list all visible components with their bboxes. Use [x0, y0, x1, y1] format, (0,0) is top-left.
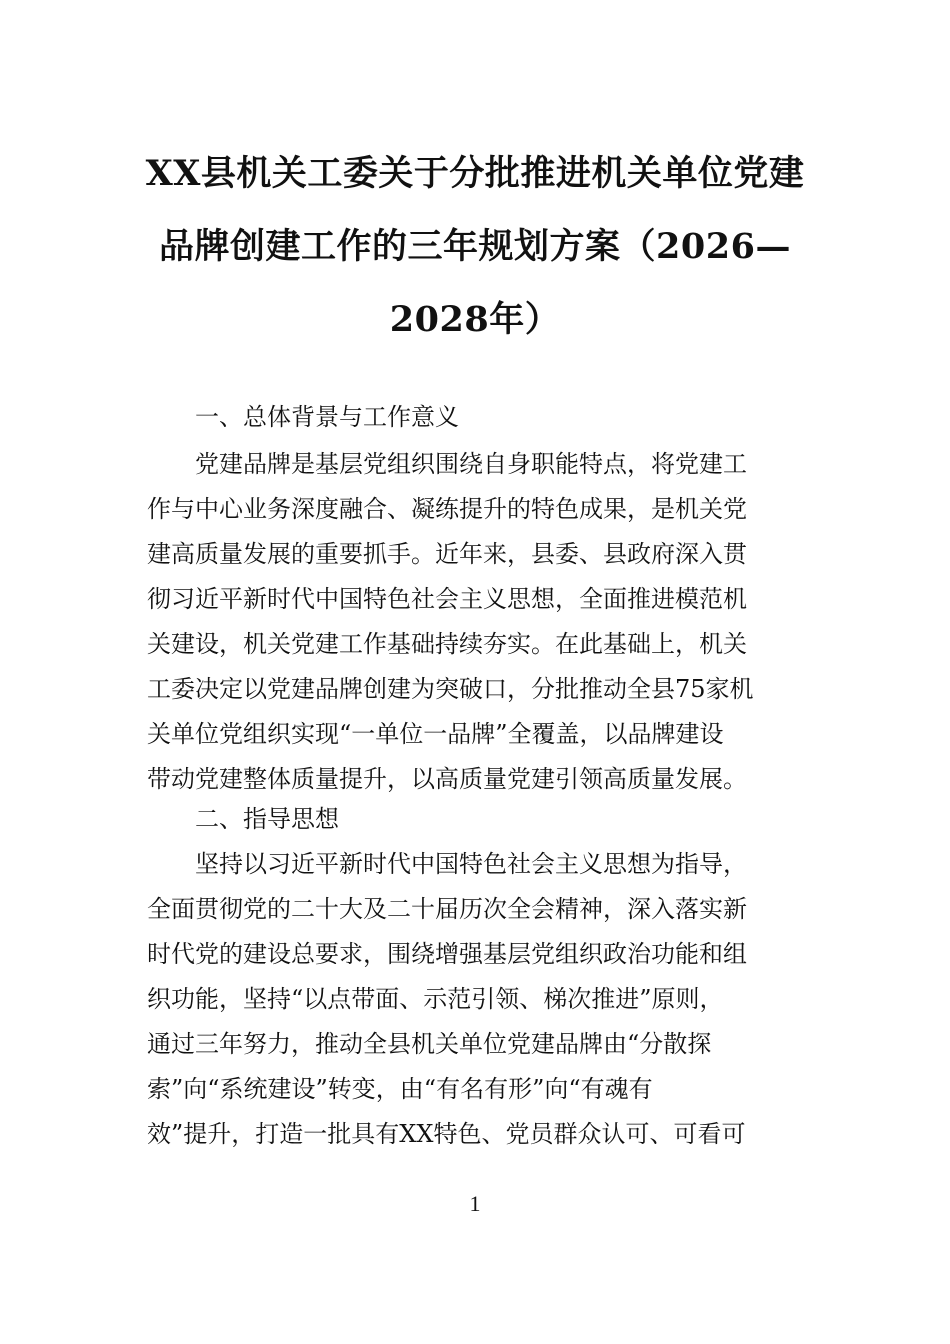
title-line-1: XX县机关工委关于分批推进机关单位党建 — [145, 153, 805, 194]
page-number: 1 — [469, 1191, 481, 1216]
paragraph-line: 时代党的建设总要求，围绕增强基层党组织政治功能和组 — [147, 940, 747, 968]
paragraph-line: 效”提升，打造一批具有XX特色、党员群众认可、可看可 — [147, 1120, 746, 1148]
paragraph-line: 党建品牌是基层党组织围绕自身职能特点，将党建工 — [195, 450, 747, 478]
paragraph-line: 织功能，坚持“以点带面、示范引领、梯次推进”原则， — [147, 985, 724, 1013]
paragraph-line: 关建设，机关党建工作基础持续夯实。在此基础上，机关 — [147, 630, 747, 658]
section-body-background — [147, 442, 803, 802]
document-title — [120, 137, 830, 356]
title-line-2: 品牌创建工作的三年规划方案（2026— — [159, 226, 791, 267]
paragraph-line: 工委决定以党建品牌创建为突破口，分批推动全县75家机 — [147, 675, 754, 703]
section-heading-background: 一、总体背景与工作意义 — [195, 403, 459, 431]
title-line-3: 2028年） — [389, 299, 561, 340]
paragraph-line: 带动党建整体质量提升，以高质量党建引领高质量发展。 — [147, 765, 747, 793]
paragraph-line: 关单位党组织实现“一单位一品牌”全覆盖，以品牌建设 — [147, 720, 724, 748]
section-heading-guiding-thought: 二、指导思想 — [195, 805, 339, 833]
paragraph-line: 建高质量发展的重要抓手。近年来，县委、县政府深入贯 — [147, 540, 747, 568]
paragraph-line: 通过三年努力，推动全县机关单位党建品牌由“分散探 — [147, 1030, 712, 1058]
paragraph-line: 索”向“系统建设”转变，由“有名有形”向“有魂有 — [147, 1075, 653, 1103]
section-body-guiding-thought — [147, 842, 803, 1157]
paragraph-line: 全面贯彻党的二十大及二十届历次全会精神，深入落实新 — [147, 895, 747, 923]
paragraph-line: 坚持以习近平新时代中国特色社会主义思想为指导， — [195, 850, 747, 878]
paragraph-line: 彻习近平新时代中国特色社会主义思想，全面推进模范机 — [147, 585, 747, 613]
paragraph-line: 作与中心业务深度融合、凝练提升的特色成果，是机关党 — [147, 495, 747, 523]
